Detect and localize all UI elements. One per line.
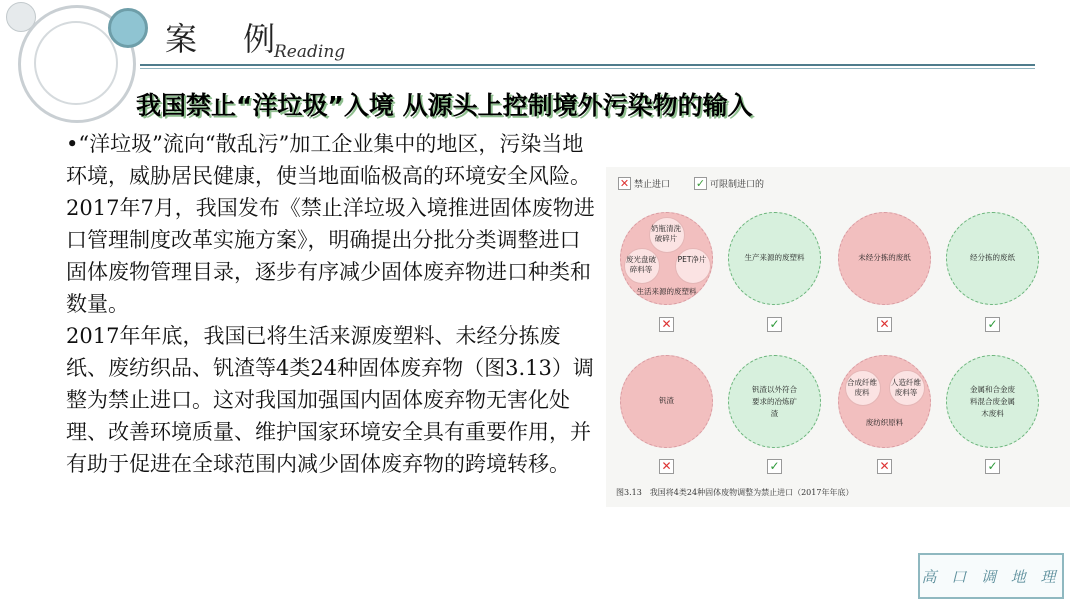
circle-vanadium-slag: 钒渣: [620, 355, 713, 448]
paragraph-2: 2017年7月，我国发布《禁止洋垃圾入境推进固体废物进口管理制度改革实施方案》，明确提出分批分类调整进口固体废物管理目录，逐步有序减少固体废弃物进口种类和数量。: [66, 196, 595, 316]
figure-3-13: [606, 167, 1070, 507]
header-divider: [140, 64, 1035, 66]
legend-banned: ✕ 禁止进口: [619, 177, 671, 190]
section-subtitle: Reading: [274, 42, 346, 62]
circle-unsorted-paper: 未经分拣的废纸: [838, 212, 931, 305]
circle-textile-waste: 合成纤维废料 人造纤维废料等 废纺织原料: [838, 355, 931, 448]
body-text: [66, 128, 596, 480]
circle-household-plastic: 奶瓶清洗破碎片 废光盘破碎料等 PET净片 生活来源的废塑料: [620, 212, 713, 305]
circle-sorted-paper: 经分拣的废纸: [946, 212, 1039, 305]
banned-mark: ✕: [659, 459, 674, 474]
decor-circle-inner: [34, 21, 118, 105]
section-title: 案 例: [165, 20, 294, 58]
page-headline: 我国禁止“洋垃圾”入境 从源头上控制境外污染物的输入: [136, 91, 753, 120]
allowed-mark: ✓: [985, 317, 1000, 332]
banned-mark: ✕: [659, 317, 674, 332]
allowed-mark: ✓: [767, 459, 782, 474]
paragraph-1: •“洋垃圾”流向“散乱污”加工企业集中的地区，污染当地环境，威胁居民健康，使当地面临极高的环境安全风险。: [66, 132, 591, 188]
header-divider-thin: [140, 68, 1035, 69]
circle-metal-scrap: 金属和合金废料混合废金属木废料: [946, 355, 1039, 448]
banned-box-icon: ✕: [619, 177, 630, 190]
figure-caption: 图3.13 我国将4类24种固体废物调整为禁止进口（2017年年底）: [616, 488, 854, 497]
circle-other-slag: 钒渣以外符合要求的冶炼矿渣: [728, 355, 821, 448]
paragraph-3: 2017年年底，我国已将生活来源废塑料、未经分拣废纸、废纺织品、钒渣等4类24种固体废弃物（图3.13）调整为禁止进口。这对我国加强国内固体废弃物无害化处理、改善环境质量、维护国家环境安全具有重要作用，并有助于促进在全球范围内减少固体废弃物的跨境转移。: [66, 324, 594, 476]
allowed-mark: ✓: [767, 317, 782, 332]
allowed-mark: ✓: [985, 459, 1000, 474]
banned-mark: ✕: [877, 317, 892, 332]
banned-mark: ✕: [877, 459, 892, 474]
logo-stamp: 高 口 调 地 理: [918, 553, 1064, 599]
legend-allowed: ✓ 可限制进口的: [695, 177, 765, 190]
decor-circle-blue: [108, 8, 148, 48]
allowed-box-icon: ✓: [695, 177, 706, 190]
circle-industrial-plastic: 生产来源的废塑料: [728, 212, 821, 305]
